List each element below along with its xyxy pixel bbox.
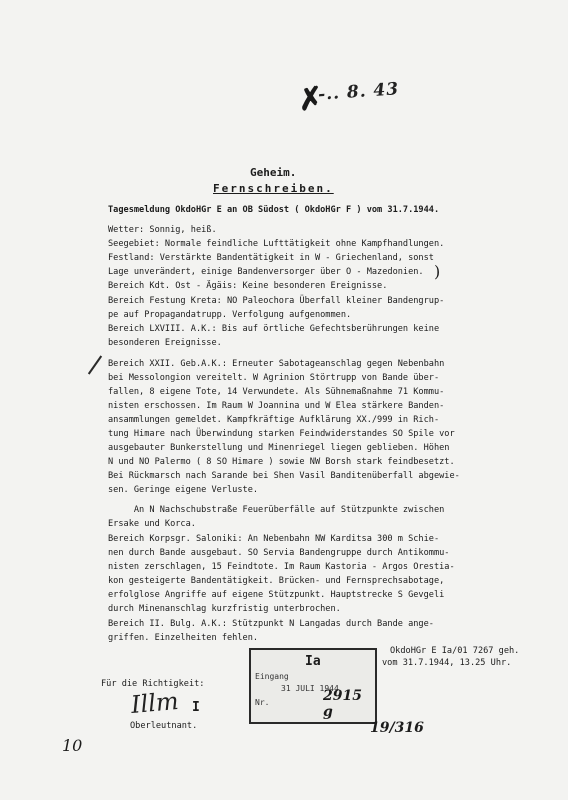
body-line: bei Messolongion vereitelt. W Agrinion Störtrupp von Bande über- — [108, 373, 440, 383]
body-line: Bereich Kdt. Ost - Ägäis: Keine besonderen Ereignisse. — [108, 281, 388, 291]
body-line: Bereich LXVIII. A.K.: Bis auf örtliche Gefechtsberührungen keine — [108, 324, 440, 334]
stamp-heading: Eingang — [255, 672, 289, 681]
page-number: 10 — [62, 736, 83, 755]
body-line: Seegebiet: Normale feindliche Lufttätigkeit ohne Kampfhandlungen. — [108, 239, 445, 249]
body-line: Festland: Verstärkte Bandentätigkeit in W - Griechenland, sonst — [108, 253, 434, 263]
stamp-office: Ia — [305, 654, 321, 669]
body-line: nen durch Bande ausgebaut. SO Servia Bandengruppe durch Antikommu- — [108, 548, 450, 558]
stamp-number-label: Nr. — [255, 698, 270, 707]
body-line: Bereich XXII. Geb.A.K.: Erneuter Sabotageanschlag gegen Nebenbahn — [108, 359, 445, 369]
handwritten-reference: -.. 8. 43 — [317, 79, 400, 105]
body-line: Lage unverändert, einige Bandenversorger über O - Mazedonien. — [108, 267, 424, 277]
body-line: N und NO Palermo ( 8 SO Himare ) sowie NW Borsh stark feindbesetzt. — [108, 457, 455, 467]
reference-number: OkdoHGr E Ia/01 7267 geh. — [390, 646, 520, 656]
body-line: fallen, 8 eigene Tote, 14 Verwundete. Als Sühnemaßnahme 71 Kommu- — [108, 387, 445, 397]
classification-heading: Geheim. — [250, 166, 297, 179]
receipt-stamp — [249, 648, 377, 724]
body-line: Bei Rückmarsch nach Sarande bei Shen Vasil Banditenüberfall abgewie- — [108, 471, 460, 481]
body-line: nisten erschossen. Im Raum W Joannina und W Elea stärkere Banden- — [108, 401, 445, 411]
body-line: An N Nachschubstraße Feuerüberfälle auf Stützpunkte zwischen — [108, 505, 445, 515]
body-line: griffen. Einzelheiten fehlen. — [108, 633, 259, 643]
signature-mark: I — [192, 700, 200, 715]
body-line: Bereich Korpsgr. Saloniki: An Nebenbahn NW Karditsa 300 m Schie- — [108, 534, 440, 544]
body-line: durch Minenanschlag kurzfristig unterbrochen. — [108, 604, 341, 614]
stamp-number: 2915 g — [323, 688, 362, 720]
body-line: sen. Geringe eigene Verluste. — [108, 485, 259, 495]
handwritten-signature: Illm — [129, 686, 180, 720]
body-line: Ersake und Korca. — [108, 519, 196, 529]
certification-label: Für die Richtigkeit: — [101, 679, 205, 689]
body-line: ausgebauter Bunkerstellung und Minenriegel liegen geblieben. Höhen — [108, 443, 450, 453]
body-line: kon gesteigerte Bandentätigkeit. Brücken- und Fernsprechsabotage, — [108, 576, 445, 586]
body-line: besonderen Ereignisse. — [108, 338, 222, 348]
handwritten-folio: 19/316 — [370, 720, 424, 736]
body-line: Bereich II. Bulg. A.K.: Stützpunkt N Langadas durch Bande ange- — [108, 619, 434, 629]
body-line: ansammlungen gemeldet. Kampfkräftige Aufklärung XX./999 in Rich- — [108, 415, 440, 425]
body-line: pe auf Propagandatrupp. Verfolgung aufgenommen. — [108, 310, 352, 320]
reference-date: vom 31.7.1944, 13.25 Uhr. — [382, 658, 512, 668]
body-line: nisten zerschlagen, 15 Feindtote. Im Raum Kastoria - Argos Orestia- — [108, 562, 455, 572]
handwritten-initial: ✗ — [295, 80, 326, 119]
body-line: erfolglose Angriffe auf eigene Stützpunkt. Hauptstrecke S Gevgeli — [108, 590, 445, 600]
body-line: Bereich Festung Kreta: NO Paleochora Überfall kleiner Bandengrup- — [108, 296, 445, 306]
document-type-heading: Fernschreiben. — [213, 182, 334, 195]
report-heading-line: Tagesmeldung OkdoHGr E an OB Südost ( OkdoHGr F ) vom 31.7.1944. — [108, 205, 440, 215]
margin-curve-mark: ) — [434, 262, 441, 281]
weather-line: Wetter: Sonnig, heiß. — [108, 225, 217, 235]
body-line: tung Himare nach Überwindung starken Feindwiderstandes SO Spile vor — [108, 429, 455, 439]
margin-tick-mark — [88, 355, 102, 374]
stamp-date: 31 JULI 1944 — [281, 684, 339, 693]
signer-rank: Oberleutnant. — [130, 721, 198, 731]
